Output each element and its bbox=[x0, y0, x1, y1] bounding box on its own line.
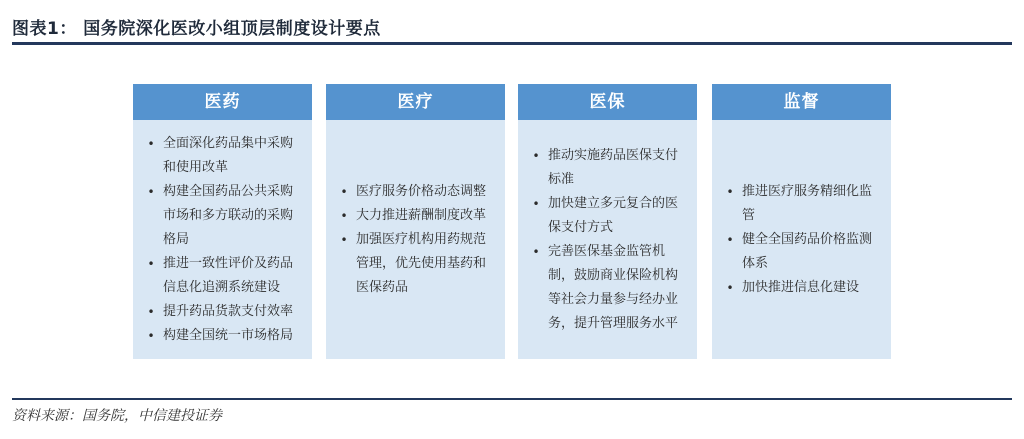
list-item bbox=[524, 192, 689, 240]
panel-body bbox=[712, 120, 891, 359]
bullet-icon: • bbox=[147, 184, 155, 199]
list-item bbox=[524, 240, 689, 336]
panel-medical bbox=[326, 84, 505, 359]
list-item-text: 推进一致性评价及药品信息化追溯系统建设 bbox=[163, 255, 294, 295]
list-item-text: 加强医疗机构用药规范管理，优先使用基药和医保药品 bbox=[356, 231, 487, 295]
bullet-icon: • bbox=[147, 328, 155, 343]
bullet-icon: • bbox=[532, 244, 540, 259]
list-item bbox=[332, 180, 497, 204]
bullet-icon: • bbox=[532, 148, 540, 163]
bullet-icon: • bbox=[532, 196, 540, 211]
bullet-icon: • bbox=[340, 184, 348, 199]
panel-insurance bbox=[518, 84, 697, 359]
list-item-text: 推动实施药品医保支付标准 bbox=[548, 147, 679, 187]
panel-pharma bbox=[133, 84, 312, 359]
list-item bbox=[332, 228, 497, 300]
panel-title: 医保 bbox=[518, 84, 697, 120]
list-item-text: 医疗服务价格动态调整 bbox=[356, 183, 487, 199]
bullet-icon: • bbox=[726, 184, 734, 199]
list-item-text: 构建全国统一市场格局 bbox=[163, 327, 294, 343]
source-note: 资料来源：国务院，中信建投证券 bbox=[12, 408, 222, 424]
list-item bbox=[139, 180, 304, 252]
panel-body bbox=[518, 120, 697, 359]
bullet-icon: • bbox=[147, 256, 155, 271]
panel-body bbox=[133, 120, 312, 359]
panel-title: 医药 bbox=[133, 84, 312, 120]
list-item-text: 提升药品货款支付效率 bbox=[163, 303, 294, 319]
list-item bbox=[718, 228, 883, 276]
bullet-icon: • bbox=[340, 232, 348, 247]
list-item bbox=[718, 180, 883, 228]
list-item bbox=[524, 144, 689, 192]
bullet-icon: • bbox=[147, 304, 155, 319]
list-item-text: 加快推进信息化建设 bbox=[742, 279, 860, 295]
list-item bbox=[718, 276, 883, 300]
panel-supervision bbox=[712, 84, 891, 359]
list-item bbox=[332, 204, 497, 228]
bullet-icon: • bbox=[340, 208, 348, 223]
bullet-icon: • bbox=[726, 232, 734, 247]
panel-title: 医疗 bbox=[326, 84, 505, 120]
list-item bbox=[139, 252, 304, 300]
list-item-text: 全面深化药品集中采购和使用改革 bbox=[163, 135, 294, 175]
bullet-icon: • bbox=[147, 136, 155, 151]
list-item-text: 推进医疗服务精细化监管 bbox=[742, 183, 873, 223]
footer-divider bbox=[12, 398, 1012, 400]
list-item-text: 健全全国药品价格监测体系 bbox=[742, 231, 873, 271]
list-item-text: 构建全国药品公共采购市场和多方联动的采购格局 bbox=[163, 183, 294, 247]
panel-body bbox=[326, 120, 505, 359]
list-item-text: 大力推进薪酬制度改革 bbox=[356, 207, 487, 223]
list-item-text: 加快建立多元复合的医保支付方式 bbox=[548, 195, 679, 235]
figure-title: 图表1： 国务院深化医改小组顶层制度设计要点 bbox=[12, 19, 381, 39]
list-item bbox=[139, 300, 304, 324]
bullet-icon: • bbox=[726, 280, 734, 295]
list-item bbox=[139, 324, 304, 348]
list-item-text: 完善医保基金监管机制，鼓励商业保险机构等社会力量参与经办业务，提升管理服务水平 bbox=[548, 243, 679, 331]
list-item bbox=[139, 132, 304, 180]
panel-title: 监督 bbox=[712, 84, 891, 120]
